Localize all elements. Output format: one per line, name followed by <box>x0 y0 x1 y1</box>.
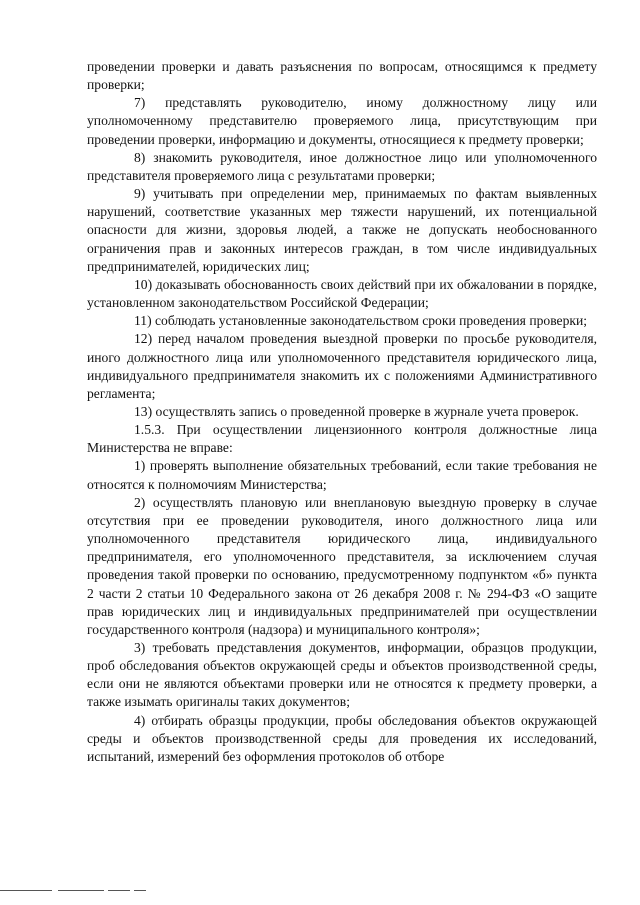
paragraph-intro: проведении проверки и давать разъяснения по вопросам, относящимся к предмету проверки; <box>87 59 597 93</box>
scan-artifact-line <box>134 890 146 891</box>
paragraph-item-7: 7) представлять руководителю, иному должностному лицу или уполномоченному представителю проверяемого лица, присутствующим при проведении проверки, информацию и документы, относящиеся к предмету проверки; <box>87 95 597 147</box>
scan-artifact-line <box>108 890 130 891</box>
section-heading-1-5-3: 1.5.3. При осуществлении лицензионного контроля должностные лица Министерства не вправе: <box>87 422 597 456</box>
paragraph-item-10: 10) доказывать обоснованность своих действий при их обжаловании в порядке, установленном законодательством Российской Федерации; <box>87 276 597 311</box>
paragraph-item-13: 13) осуществлять запись о проведенной проверке в журнале учета проверок. <box>134 403 579 419</box>
scan-artifact-line <box>0 890 52 891</box>
paragraph-item-12: 12) перед началом проведения выездной проверки по просьбе руководителя, иного должностного лица или уполномоченного представителя юридического лица, индивидуального предпринимателя знакомить их с положениями Административного регламента; <box>87 331 597 401</box>
prohibition-item-1: 1) проверять выполнение обязательных требований, если такие требования не относятся к полномочиям Министерства; <box>87 458 597 492</box>
paragraph-item-8: 8) знакомить руководителя, иное должностное лицо или уполномоченного представителя проверяемого лица с результатами проверки; <box>87 149 597 183</box>
prohibition-item-2: 2) осуществлять плановую или внеплановую выездную проверку в случае отсутствия при ее проведении руководителя, иного должностного лица или уполномоченного представителя юридического лица, индивидуального предпринимателя, его уполномоченного представителя, за исключением случая проведения такой проверки по основанию, предусмотренному подпунктом «б» пункта 2 части 2 статьи 10 Федерального закона от 26 декабря 2008 г. № 294-ФЗ «О защите прав юридических лиц и индивидуальных предпринимателей при осуществлении государственного контроля (надзора) и муниципального контроля»; <box>87 494 597 637</box>
document-body <box>87 58 597 766</box>
scan-artifact-line <box>58 890 104 891</box>
prohibition-item-4: 4) отбирать образцы продукции, пробы обследования объектов окружающей среды и объектов производственной среды для проведения их исследований, испытаний, измерений без оформления протоколов об отборе <box>87 712 597 764</box>
paragraph-item-9: 9) учитывать при определении мер, принимаемых по фактам выявленных нарушений, соответствие указанных мер тяжести нарушений, их потенциальной опасности для жизни, здоровья людей, а также не допускать необоснованного ограничения прав и законных интересов граждан, в том числе индивидуальных предпринимателей, юридических лиц; <box>87 186 597 274</box>
paragraph-item-11: 11) соблюдать установленные законодательством сроки проведения проверки; <box>134 313 588 329</box>
prohibition-item-3: 3) требовать представления документов, информации, образцов продукции, проб обследования объектов окружающей среды и объектов производственной среды, если они не являются объектами проверки или не относятся к предмету проверки, а также изымать оригиналы таких документов; <box>87 640 597 710</box>
